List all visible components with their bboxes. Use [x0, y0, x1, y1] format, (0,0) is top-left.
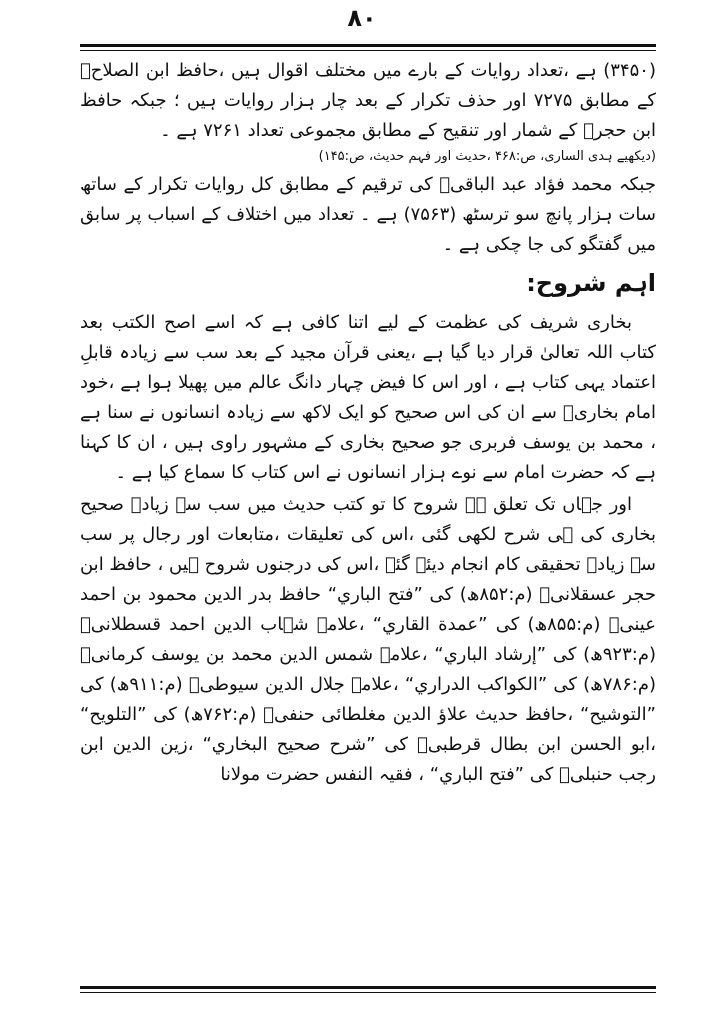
paragraph-text: (۳۴۵۰) ہے ،تعداد روایات کے بارے میں مختلف اقوال ہیں ،حافظ ابن الصلاحؒ کے مطابق ۷۲۷۵ اور حذف تکرار کے بعد چار ہزار روایات ہیں ؛ جبکہ حافظ ابن حجرؒ کے شمار اور تنقیح کے مطابق مجموعی تعداد ۷۲۶۱ ہے ۔ [80, 60, 656, 141]
reference-note: (دیکھیے ہدی الساری، ص:۴۶۸ ،حدیث اور فہم حدیث، ص:۱۴۵) [318, 149, 656, 164]
header-rule-thin [80, 50, 656, 51]
paragraph-narration-count [80, 56, 656, 168]
footer-rule-thin [80, 992, 656, 993]
header-rule-thick [80, 44, 656, 47]
paragraph-bukhari-greatness: بخاری شریف کی عظمت کے لیے اتنا کافی ہے کہ اسے اصح الکتب بعد کتاب اللہ تعالیٰ قرار دیا گیا ہے ،یعنی قرآن مجید کے بعد سب سے زیادہ قابلِ اعتماد یہی کتاب ہے ، اور اس کا فیض چہار دانگ عالم میں پھیلا ہوا ہے ،خود امام بخاریؒ سے ان کی اس صحیح کو ایک لاکھ سے زیادہ انسانوں نے سنا ہے ، محمد بن یوسف فربری جو صحیح بخاری کے مشہور راوی ہیں ، ان کا کہنا ہے کہ حضرت امام سے نوے ہزار انسانوں نے اس کتاب کا سماع کیا ہے ۔ [80, 312, 656, 483]
paragraph-abdul-baqi-count: جبکہ محمد فؤاد عبد الباقیؒ کی ترقیم کے مطابق کل روایات تکرار کے ساتھ سات ہزار پانچ سو ترسٹھ (۷۵۶۳) ہے ۔ تعداد میں اختلاف کے اسباب پر سابق میں گفتگو کی جا چکی ہے ۔ [80, 174, 656, 255]
footer-rule-thick [80, 986, 656, 989]
section-heading: اہم شروح: [526, 269, 656, 297]
page-number: ۸۰ [347, 4, 377, 32]
page-body [80, 56, 656, 982]
paragraph-commentaries: اور جہاں تک تعلق ہے شروح کا تو کتب حدیث میں سب سے زیادہ صحیح بخاری کی ہی شرح لکھی گئی ،اس کی تعلیقات ،متابعات اور رجال پر سب سے زیادہ تحقیقی کام انجام دیئے گئے ،اس کی درجنوں شروح ہیں ، حافظ ابن حجر عسقلانیؒ (م:۸۵۲ھ) کی ”فتح الباري“ حافظ بدر الدین محمود بن احمد عینیؒ (م:۸۵۵ھ) کی ”عمدة القاري“ ،علامہ شہاب الدین احمد قسطلانیؒ (م:۹۲۳ھ) کی ”إرشاد الباري“ ،علامہ شمس الدین محمد بن یوسف کرمانیؒ (م:۷۸۶ھ) کی ”الكواكب الدراري“ ،علامہ جلال الدین سیوطیؒ (م:۹۱۱ھ) کی ”التوشيح“ ،حافظ حدیث علاؤ الدین مغلطائی حنفیؒ (م:۷۶۲ھ) کی ”التلويح“ ،ابو الحسن ابن بطال قرطبیؒ کی ”شرح صحيح البخاري“ ،زین الدین ابن رجب حنبلیؒ کی ”فتح الباري“ ، فقیہ النفس حضرت مولانا [80, 494, 656, 785]
